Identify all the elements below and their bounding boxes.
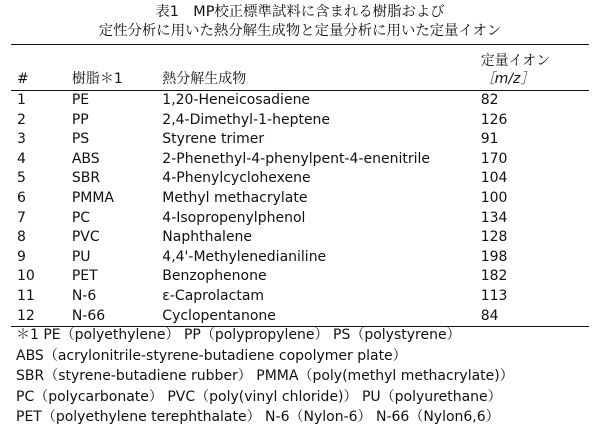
- cell-num: 10: [17, 268, 35, 285]
- cell-ion: 170: [480, 150, 508, 167]
- cell-num: 8: [17, 229, 26, 246]
- cell-resin: N-6: [71, 287, 97, 304]
- cell-product: 4,4'-Methylenedianiline: [162, 248, 327, 265]
- resin-table: [11, 44, 589, 327]
- cell-num: 12: [17, 307, 35, 324]
- header-resin: 樹脂＊1: [71, 71, 123, 87]
- cell-product: Methyl methacrylate: [162, 189, 308, 206]
- cell-ion: 100: [480, 189, 508, 206]
- cell-ion: 182: [480, 268, 508, 285]
- cell-ion: 126: [480, 111, 508, 128]
- cell-num: 3: [17, 131, 26, 148]
- cell-product: 2-Phenethyl-4-phenylpent-4-enenitrile: [162, 150, 431, 167]
- cell-resin: PS: [71, 131, 90, 148]
- cell-ion: 82: [480, 92, 499, 108]
- table-row: [11, 169, 589, 189]
- footnote-line: ABS（acrylonitrile-styrene-butadiene copolymer plate）: [16, 347, 407, 364]
- cell-product: ε-Caprolactam: [162, 287, 265, 304]
- cell-resin: PE: [71, 92, 90, 108]
- cell-resin: SBR: [71, 170, 101, 187]
- cell-ion: 128: [480, 229, 508, 246]
- cell-ion: 113: [480, 287, 508, 304]
- cell-product: Cyclopentanone: [162, 307, 276, 324]
- header-ion-label: 定量イオン: [480, 53, 551, 69]
- footnote-line: PET（polyethylene terephthalate） N-6（Nylon-6） N-66（Nylon6,6）: [16, 409, 500, 425]
- cell-resin: N-66: [71, 307, 106, 324]
- footnote-line: SBR（styrene-butadiene rubber） PMMA（poly(methyl methacrylate)）: [16, 368, 514, 384]
- cell-ion: 134: [480, 209, 508, 226]
- caption-line-2: 定性分析に用いた熱分解生成物と定量分析に用いた定量イオン: [98, 23, 502, 39]
- cell-num: 4: [17, 150, 26, 167]
- cell-product: Benzophenone: [162, 268, 267, 285]
- cell-resin: PU: [71, 248, 91, 265]
- table-header-row: [11, 45, 589, 91]
- cell-product: Naphthalene: [162, 229, 253, 246]
- footnote-line: PC（polycarbonate） PVC（poly(vinyl chloride)） PU（polyurethane）: [16, 388, 502, 405]
- cell-num: 5: [17, 170, 26, 187]
- table-row: [11, 287, 589, 307]
- cell-num: 6: [17, 189, 26, 206]
- cell-num: 2: [17, 111, 26, 128]
- cell-ion: 91: [480, 131, 499, 148]
- table-row: [11, 91, 589, 111]
- cell-resin: PET: [71, 268, 98, 285]
- cell-resin: PC: [71, 209, 91, 226]
- cell-resin: PP: [71, 111, 89, 128]
- cell-num: 9: [17, 248, 26, 265]
- cell-product: 2,4-Dimethyl-1-heptene: [162, 111, 331, 128]
- table-row: [11, 111, 589, 131]
- footnote-line: ＊1 PE（polyethylene） PP（polypropylene） PS（polystyrene）: [16, 327, 461, 343]
- cell-product: 4-Phenylcyclohexene: [162, 170, 311, 187]
- table-row: [11, 248, 589, 268]
- cell-num: 11: [17, 287, 35, 304]
- table-row: [11, 307, 589, 327]
- header-num: #: [17, 71, 29, 87]
- footnotes: [16, 325, 591, 428]
- cell-ion: 104: [480, 170, 508, 187]
- cell-resin: ABS: [71, 150, 100, 167]
- table-row: [11, 150, 589, 170]
- table-caption: [0, 0, 600, 41]
- cell-ion: 198: [480, 248, 508, 265]
- cell-num: 1: [17, 92, 26, 108]
- cell-resin: PVC: [71, 229, 100, 246]
- caption-line-1: 表1 MP校正標準試料に含まれる樹脂および: [155, 4, 445, 20]
- cell-ion: 84: [480, 307, 499, 324]
- table-row: [11, 209, 589, 229]
- header-ion-unit: ［m/z］: [480, 71, 535, 87]
- table-row: [11, 189, 589, 209]
- table-row: [11, 130, 589, 150]
- table-row: [11, 267, 589, 287]
- header-ion: [481, 45, 589, 91]
- cell-product: 4-Isopropenylphenol: [162, 209, 306, 226]
- cell-product: 1,20-Heneicosadiene: [162, 92, 311, 108]
- cell-num: 7: [17, 209, 26, 226]
- cell-resin: PMMA: [71, 189, 115, 206]
- table-body: [11, 91, 589, 327]
- header-product: 熱分解生成物: [162, 71, 247, 87]
- table-row: [11, 228, 589, 248]
- cell-product: Styrene trimer: [162, 131, 265, 148]
